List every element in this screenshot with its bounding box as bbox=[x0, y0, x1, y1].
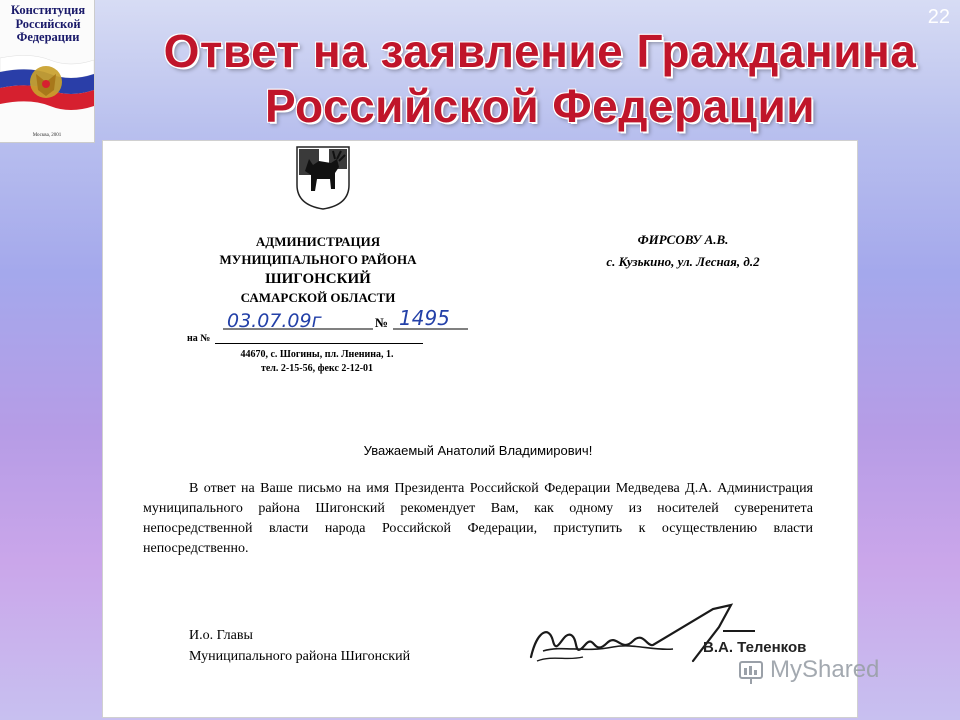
registration-date: 03.07.09г bbox=[227, 310, 322, 332]
registration-date-number bbox=[223, 305, 473, 335]
slide-number: 22 bbox=[927, 6, 950, 28]
slide-title: Ответ на заявление Гражданина Российской Федерации bbox=[163, 25, 917, 132]
sender-address: 44670, с. Шогины, пл. Лненина, 1. bbox=[240, 349, 394, 360]
letter-greeting: Уважаемый Анатолий Владимирович! bbox=[363, 443, 593, 458]
on-number-line bbox=[215, 343, 423, 344]
sender-line-3: ШИГОНСКИЙ bbox=[265, 271, 371, 287]
letter-body: В ответ на Ваше письмо на имя Президента Российской Федерации Медведева Д.А. Администрация муниципального района Шигонский рекомендует Вам, как одному из носителей суверенитета непосредственной власти народа Российской Федерации, приступить к осуществлению власти непосредственно. bbox=[143, 481, 813, 556]
sender-phone: тел. 2-15-56, фекс 2-12-01 bbox=[260, 363, 374, 374]
sender-block bbox=[165, 233, 471, 307]
letter-document bbox=[102, 140, 858, 718]
moose-coat-of-arms-icon bbox=[295, 145, 351, 211]
recipient-address: с. Кузькино, ул. Лесная, д.2 bbox=[606, 254, 760, 269]
signatory-title-line-1: И.о. Главы bbox=[189, 628, 253, 643]
myshared-logo-icon bbox=[738, 658, 766, 686]
sender-line-2: МУНИЦИПАЛЬНОГО РАЙОНА bbox=[219, 252, 417, 267]
sender-line-4: САМАРСКОЙ ОБЛАСТИ bbox=[240, 290, 396, 305]
signatory-title bbox=[189, 625, 410, 667]
registration-number-prefix: № bbox=[375, 315, 389, 330]
constitution-book-cover bbox=[0, 0, 95, 143]
recipient-block bbox=[553, 229, 813, 273]
on-number-label: на № bbox=[187, 333, 211, 344]
recipient-name: ФИРСОВУ А.В. bbox=[637, 232, 729, 247]
signer-name: В.А. Теленков bbox=[703, 639, 807, 656]
myshared-watermark: MyShared bbox=[770, 656, 880, 683]
registration-number: 1495 bbox=[399, 306, 450, 330]
book-imprint: Москва, 2001 bbox=[32, 133, 62, 138]
signatory-title-line-2: Муниципального района Шигонский bbox=[189, 649, 411, 664]
sender-line-1: АДМИНИСТРАЦИЯ bbox=[255, 234, 381, 249]
sender-address-block bbox=[167, 348, 467, 376]
russian-flag-emblem-icon bbox=[0, 52, 94, 112]
book-title: Конституция Российской Федерации bbox=[10, 3, 86, 44]
